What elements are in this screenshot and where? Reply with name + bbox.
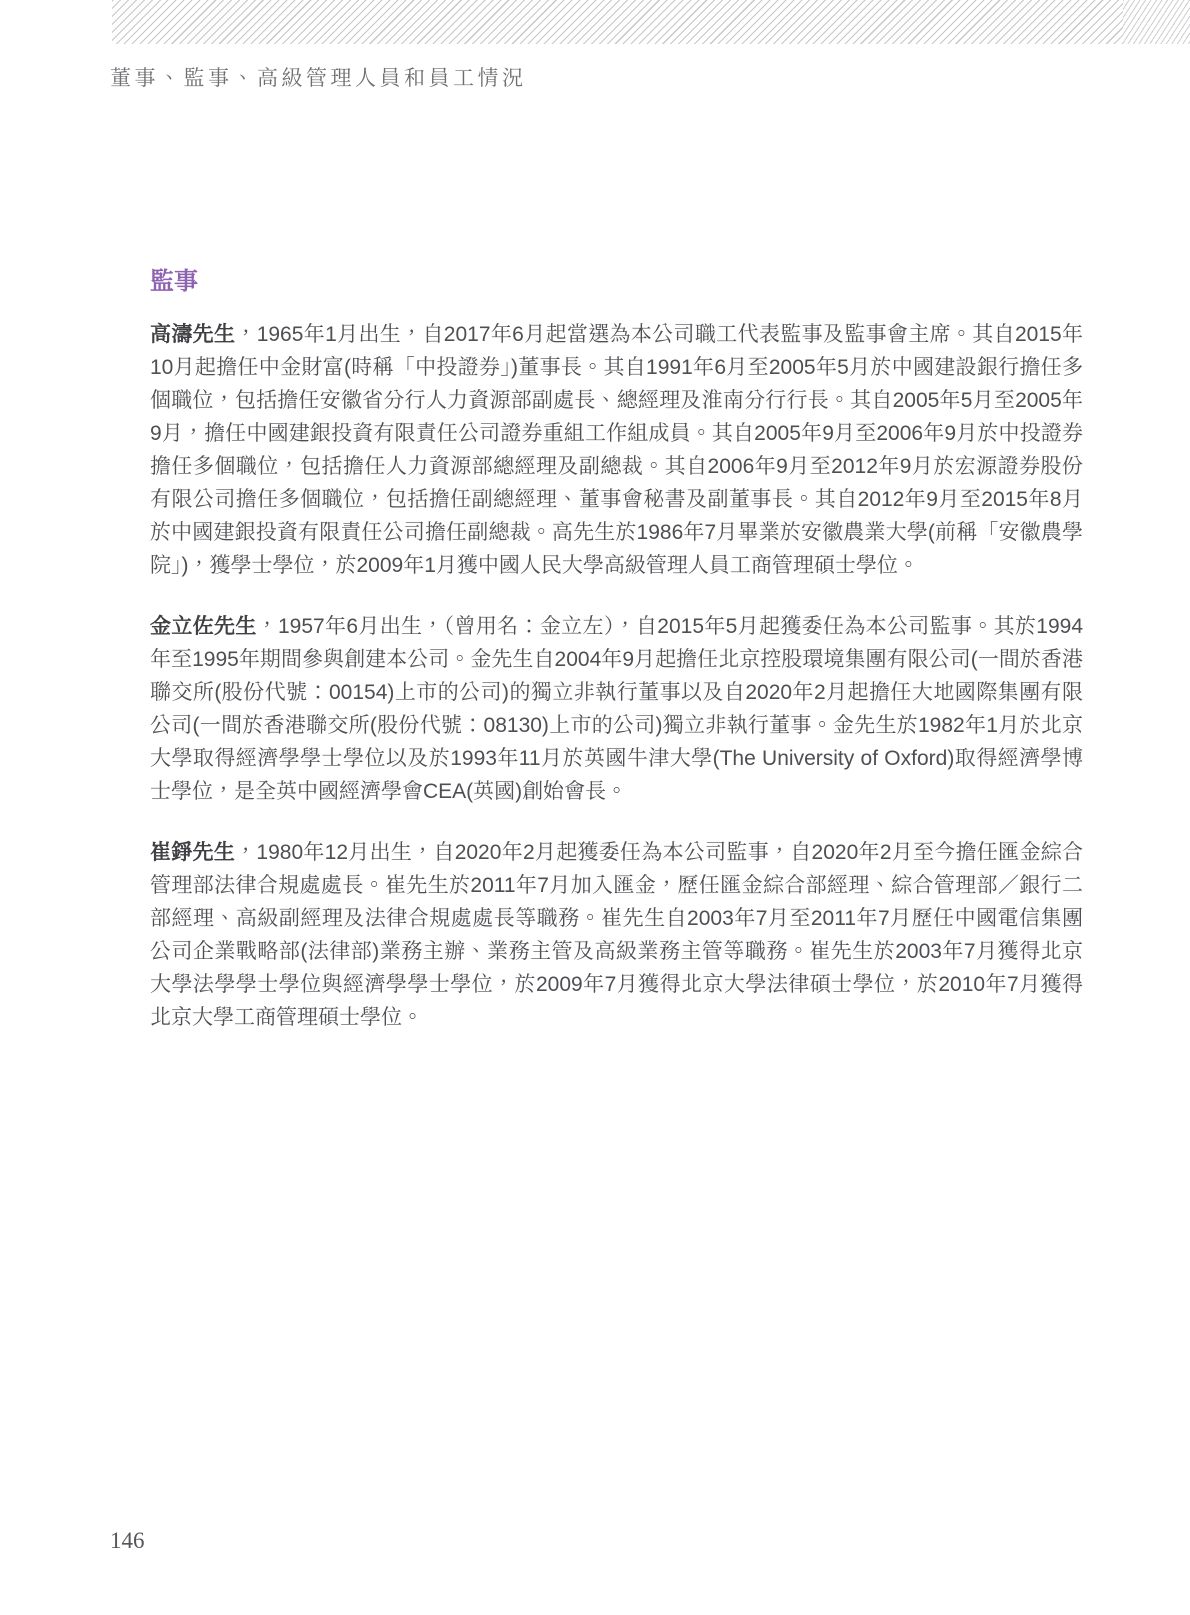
person-name: 高濤先生 [150,323,236,346]
page-number: 146 [110,1528,145,1553]
bio-paragraph-cui-zheng [150,836,1083,1034]
bio-paragraph-jin-lizuo [150,610,1083,808]
bio-paragraph-gao-tao [150,318,1083,582]
hatch-banner-right-segment [1123,0,1190,44]
bio-text: ，1980年12月出生，自2020年2月起獲委任為本公司監事，自2020年2月至今擔任匯金綜合管理部法律合規處處長。崔先生於2011年7月加入匯金，歷任匯金綜合部經理、綜合管理部／銀行二部經理、高級副經理及法律合規處處長等職務。崔先生自2003年7月至2011年7月歷任中國電信集團公司企業戰略部(法律部)業務主辦、業務主管及高級業務主管等職務。崔先生於2003年7月獲得北京大學法學學士學位與經濟學學士學位，於2009年7月獲得北京大學法律碩士學位，於2010年7月獲得北京大學工商管理碩士學位。 [150,841,1084,1029]
main-content [150,266,1083,1062]
bio-text: ，1965年1月出生，自2017年6月起當選為本公司職工代表監事及監事會主席。其自2015年10月起擔任中金財富(時稱「中投證券」)董事長。其自1991年6月至2005年5月於中國建設銀行擔任多個職位，包括擔任安徽省分行人力資源部副處長、總經理及淮南分行行長。其自2005年5月至2005年9月，擔任中國建銀投資有限責任公司證券重組工作組成員。其自2005年9月至2006年9月於中投證券擔任多個職位，包括擔任人力資源部總經理及副總裁。其自2006年9月至2012年9月於宏源證券股份有限公司擔任多個職位，包括擔任副總經理、董事會秘書及副董事長。其自2012年9月至2015年8月於中國建銀投資有限責任公司擔任副總裁。高先生於1986年7月畢業於安徽農業大學(前稱「安徽農學院」)，獲學士學位，於2009年1月獲中國人民大學高級管理人員工商管理碩士學位。 [150,323,1084,577]
person-name: 崔錚先生 [150,841,236,864]
person-name: 金立佐先生 [150,615,257,638]
hatch-banner [112,0,1190,44]
bio-text: ，1957年6月出生，（曾用名：金立左），自2015年5月起獲委任為本公司監事。其於1994年至1995年期間參與創建本公司。金先生自2004年9月起擔任北京控股環境集團有限公司(一間於香港聯交所(股份代號：00154)上市的公司)的獨立非執行董事以及自2020年2月起擔任大地國際集團有限公司(一間於香港聯交所(股份代號：08130)上市的公司)獨立非執行董事。金先生於1982年1月於北京大學取得經濟學學士學位以及於1993年11月於英國牛津大學(The University of Oxford)取得經濟學博士學位，是全英中國經濟學會CEA(英國)創始會長。 [150,615,1084,803]
section-heading: 監事 [150,268,198,295]
page-header-title: 董事、監事、高級管理人員和員工情況 [110,66,527,90]
